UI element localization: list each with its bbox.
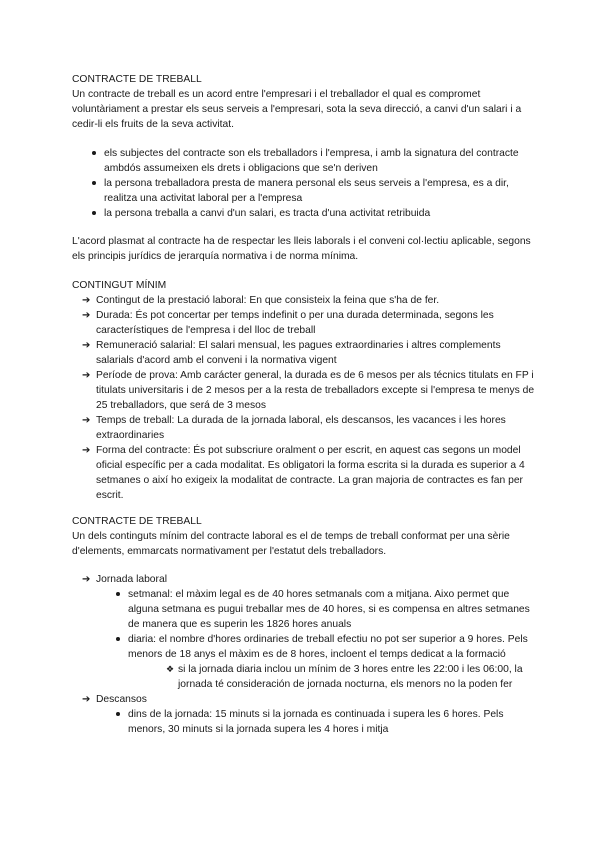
list-item: ➔ Període de prova: Amb carácter general, la durada es de 6 mesos per als técnics titulats en FP i titulats universitaris i de 2 mesos per a la resta de treballadors excepte si l'empresa te menys de 25 treballadors, que será de 3 mesos [82,370,535,411]
list-item: ➔ Contingut de la prestació laboral: En que consisteix la feina que s'ha de fer. [82,295,440,306]
intro-paragraph: Un contracte de treball es un acord entre l'empresari i el treballador el qual es compromet voluntàriament a prestar els seus serveis a l'empresari, sota la seva direcció, a canvi d'un salari i a cedir-li els fruits de la seva activitat. [72,89,522,130]
arrow-right-icon: ➔ [82,340,91,351]
arrow-right-icon: ➔ [82,370,91,381]
section-temps-treball [72,514,540,559]
diamond-bullet-icon: ❖ [166,664,175,674]
section-contingut-minim [72,278,540,503]
section-heading: CONTRACTE DE TREBALL [72,74,202,85]
minimum-content-list [72,293,540,503]
arrow-right-icon: ➔ [82,694,91,705]
list-item: ➔ Forma del contracte: És pot subscriure oralment o per escrit, en aquest cas segons un model oficial específic per a cada modalitat. Es obligatori la forma escrita si la durada es superior a 4 setmanes o així ho exigeix la modalitat de contracte. La gran majoria de contractes es fan per escrit. [82,445,525,501]
list-item: setmanal: el màxim legal es de 40 hores setmanals com a mitjana. Aixo permet que alguna setmana es pugui treballar mes de 40 hores, si es compensa en altres setmanes de manera que es superin les 1826 hores anuals [128,587,540,632]
list-item: els subjectes del contracte son els treballadors i l'empresa, i amb la signatura del contracte ambdós assumeixen els drets i obligacions que se'n deriven [104,146,540,176]
list-item: la persona treballa a canvi d'un salari, es tracta d'una activitat retribuida [104,206,540,221]
section-paragraph: Un dels continguts mínim del contracte laboral es el de temps de treball conformat per una sèrie d'elements, emmarcats normativament per l'estatut dels treballadors. [72,531,510,557]
subjects-list [72,146,540,221]
arrow-right-icon: ➔ [82,415,91,426]
list-item-jornada: ➔ Jornada laboral [82,574,167,585]
legal-paragraph-block [72,234,540,264]
list-item-descansos: ➔ Descansos [82,694,147,705]
arrow-right-icon: ➔ [82,310,91,321]
list-item: dins de la jornada: 15 minuts si la jornada es continuada i supera les 6 hores. Pels menors, 30 minuts si la jornada supera les 4 hores i mitja [128,707,540,737]
arrow-right-icon: ➔ [82,574,91,585]
list-item: ➔ Remuneració salarial: El salari mensual, les pagues extraordinaries i altres complements salarials d'acord amb el conveni i la normativa vigent [82,340,501,366]
section-heading: CONTRACTE DE TREBALL [72,516,202,527]
section-heading: CONTINGUT MÍNIM [72,280,167,291]
list-item: la persona treballadora presta de manera personal els seus serveis a l'empresa, es a dir, realitza una activitat laboral per a l'empresa [104,176,540,206]
list-item: ➔ Durada: És pot concertar per temps indefinit o per una durada determinada, segons les característiques de l'empresa i del lloc de treball [82,310,494,336]
arrow-right-icon: ➔ [82,295,91,306]
arrow-right-icon: ➔ [82,445,91,456]
legal-paragraph: L'acord plasmat al contracte ha de respectar les lleis laborals i el conveni col·lectiu aplicable, segons els principis jurídics de jerarquía normativa i de norma mínima. [72,236,531,262]
list-item: diaria: el nombre d'hores ordinaries de treball efectiu no pot ser superior a 9 hores. Pels menors de 18 anys el màxim es de 8 hores, incloent el temps dedicat a la formació [128,632,540,662]
list-item: ➔ Temps de treball: La durada de la jornada laboral, els descansos, les vacances i les hores extraordinaries [82,415,506,441]
list-item: ❖ si la jornada diaria inclou un mínim de 3 hores entre les 22:00 i les 06:00, la jornada té consideración de jornada nocturna, els menors no la poden fer [166,664,523,690]
working-time-list [72,572,540,737]
section-contracte [72,72,540,132]
